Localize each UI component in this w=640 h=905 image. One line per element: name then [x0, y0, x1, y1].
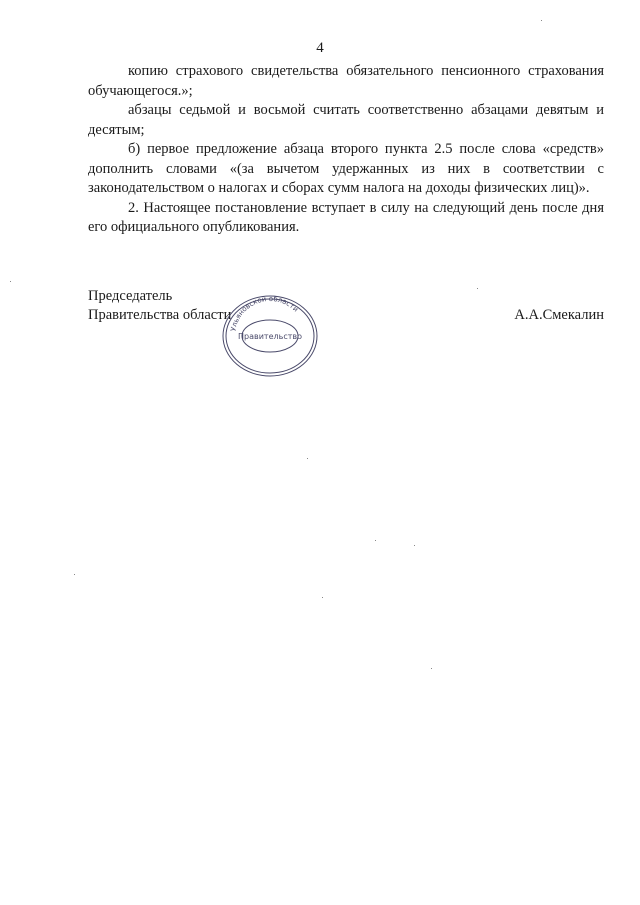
signatory-position-line1: Председатель — [88, 288, 173, 304]
scan-speck — [307, 458, 308, 459]
scan-speck — [10, 281, 11, 282]
scan-speck — [375, 540, 376, 541]
page-number: 4 — [316, 40, 324, 56]
scan-speck — [541, 20, 542, 21]
scan-speck — [414, 545, 415, 546]
paragraph: копию страхового свидетельства обязательного пенсионного страхования обучающегося.»; — [88, 63, 604, 99]
official-seal-stamp — [218, 294, 322, 378]
signatory-position-line2: Правительства области — [88, 307, 232, 323]
svg-text:Ульяновской области: Ульяновской области — [229, 294, 300, 332]
paragraph: 2. Настоящее постановление вступает в силу на следующий день после дня его официального опубликования. — [88, 199, 604, 235]
scan-speck — [431, 668, 432, 669]
paragraph: абзацы седьмой и восьмой считать соответственно абзацами девятым и десятым; — [88, 102, 604, 138]
scan-speck — [322, 597, 323, 598]
svg-text:Правительство: Правительство — [238, 332, 302, 341]
scan-speck — [477, 288, 478, 289]
paragraph: б) первое предложение абзаца второго пункта 2.5 после слова «средств» дополнить словами «(за вычетом удержанных из них в соответствии с законодательством о налогах и сборах сумм налога на доходы физических лиц)». — [88, 141, 604, 196]
scan-speck — [74, 574, 75, 575]
document-body — [88, 62, 604, 238]
signatory-name: А.А.Смекалин — [514, 307, 604, 323]
